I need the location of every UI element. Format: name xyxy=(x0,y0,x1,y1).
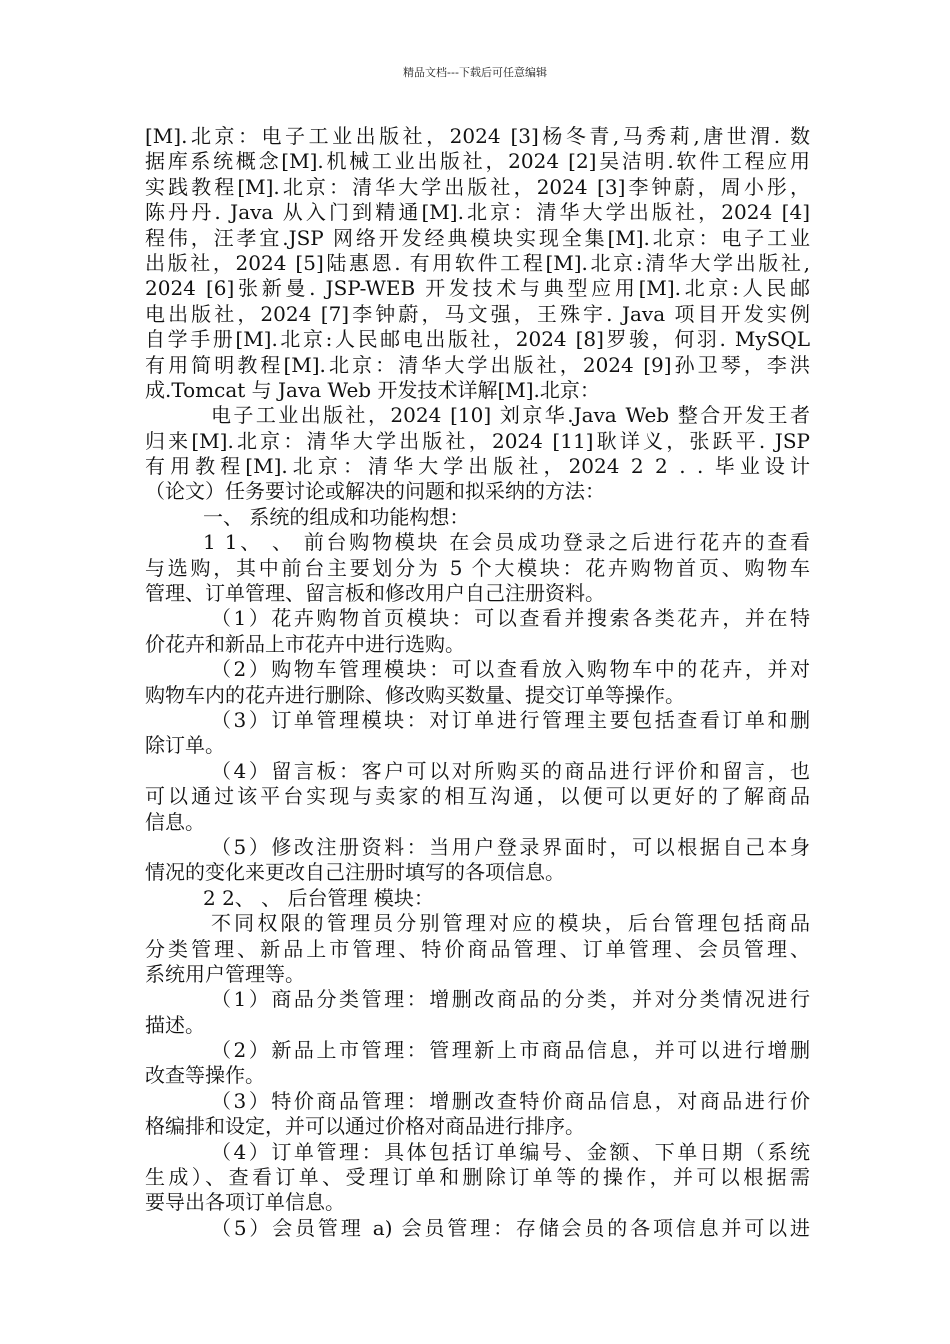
list-item-line: （4）订单管理：具体包括订单编号、金额、下单日期（系统 xyxy=(211,1139,810,1164)
reference-line: 有用教程[M].北京：清华大学出版社，2024 2 2 . . 毕业设计 xyxy=(145,454,810,479)
paragraph-line: 管理、订单管理、留言板和修改用户自己注册资料。 xyxy=(145,581,605,606)
list-item-line: 信息。 xyxy=(145,809,205,834)
section-heading: 2 2、 、 后台管理 模块： xyxy=(203,885,434,910)
page-header: 精品文档---下载后可任意编辑 xyxy=(403,66,547,79)
list-item-line: （4）留言板：客户可以对所购买的商品进行评价和留言，也 xyxy=(211,758,810,783)
list-item-line: （5）修改注册资料：当用户登录界面时，可以根据自己本身 xyxy=(211,834,810,859)
paragraph-line: 分类管理、新品上市管理、特价商品管理、订单管理、会员管理、 xyxy=(145,936,810,961)
reference-line: 自学手册[M].北京:人民邮电出版社，2024 [8]罗骏，何羽. MySQL xyxy=(145,327,810,352)
reference-line: 程伟，汪孝宜.JSP 网络开发经典模块实现全集[M].北京：电子工业 xyxy=(145,225,810,250)
document-body xyxy=(145,124,810,1241)
list-item-line: 格编排和设定，并可以通过价格对商品进行排序。 xyxy=(145,1114,585,1139)
list-item-line: 情况的变化来更改自己注册时填写的各项信息。 xyxy=(145,860,565,885)
list-item-line: 除订单。 xyxy=(145,733,225,758)
section-heading: 一、 系统的组成和功能构想： xyxy=(203,504,470,529)
list-item-line: （3）特价商品管理：增删改查特价商品信息，对商品进行价 xyxy=(211,1088,810,1113)
list-item-line: 价花卉和新品上市花卉中进行选购。 xyxy=(145,631,465,656)
reference-line: 归来[M].北京：清华大学出版社，2024 [11]耿详义，张跃平. JSP xyxy=(145,428,810,453)
list-item-line: （2）新品上市管理：管理新上市商品信息，并可以进行增删 xyxy=(211,1038,810,1063)
reference-line: 陈丹丹. Java 从入门到精通[M].北京：清华大学出版社，2024 [4] xyxy=(145,200,810,225)
list-item-line: （5）会员管理 a) 会员管理：存储会员的各项信息并可以进 xyxy=(211,1215,810,1240)
list-item-line: 可以通过该平台实现与卖家的相互沟通，以便可以更好的了解商品 xyxy=(145,784,810,809)
list-item-line: 要导出各项订单信息。 xyxy=(145,1190,345,1215)
list-item-line: （2）购物车管理模块：可以查看放入购物车中的花卉，并对 xyxy=(211,657,810,682)
reference-line: 2024 [6]张新曼. JSP-WEB 开发技术与典型应用[M].北京:人民邮 xyxy=(145,276,810,301)
list-item-line: （1）花卉购物首页模块：可以查看并搜索各类花卉，并在特 xyxy=(211,606,810,631)
list-item-line: （1）商品分类管理：增删改商品的分类，并对分类情况进行 xyxy=(211,987,810,1012)
reference-line: [M].北京：电子工业出版社，2024 [3]杨冬青,马秀莉,唐世渭. 数 xyxy=(145,124,810,148)
reference-line: 据库系统概念[M].机械工业出版社，2024 [2]吴洁明.软件工程应用 xyxy=(145,149,810,174)
reference-line: 电出版社，2024 [7]李钟蔚，马文强，王殊宇. Java 项目开发实例 xyxy=(145,301,810,326)
reference-line: 成.Tomcat 与 Java Web 开发技术详解[M].北京： xyxy=(145,377,600,402)
reference-line: 实践教程[M].北京：清华大学出版社，2024 [3]李钟蔚，周小彤， xyxy=(145,174,810,199)
section-heading: （论文）任务要讨论或解决的问题和拟采纳的方法： xyxy=(145,479,605,504)
reference-line: 电子工业出版社，2024 [10] 刘京华.Java Web 整合开发王者 xyxy=(211,403,810,428)
list-item-line: 改查等操作。 xyxy=(145,1063,265,1088)
paragraph-line: 不同权限的管理员分别管理对应的模块，后台管理包括商品 xyxy=(211,911,810,936)
list-item-line: 购物车内的花卉进行删除、修改购买数量、提交订单等操作。 xyxy=(145,682,685,707)
reference-line: 出版社，2024 [5]陆惠恩. 有用软件工程[M].北京:清华大学出版社, xyxy=(145,250,810,275)
list-item-line: 描述。 xyxy=(145,1012,205,1037)
paragraph-line: 系统用户管理等。 xyxy=(145,961,305,986)
list-item-line: 生成）、查看订单、受理订单和删除订单等的操作，并可以根据需 xyxy=(145,1165,810,1190)
list-item-line: （3）订单管理模块：对订单进行管理主要包括查看订单和删 xyxy=(211,707,810,732)
reference-line: 有用简明教程[M].北京：清华大学出版社，2024 [9]孙卫琴，李洪 xyxy=(145,352,810,377)
paragraph-line: 1 1、 、 前台购物模块 在会员成功登录之后进行花卉的查看 xyxy=(203,530,810,555)
paragraph-line: 与选购，其中前台主要划分为 5 个大模块：花卉购物首页、购物车 xyxy=(145,555,810,580)
